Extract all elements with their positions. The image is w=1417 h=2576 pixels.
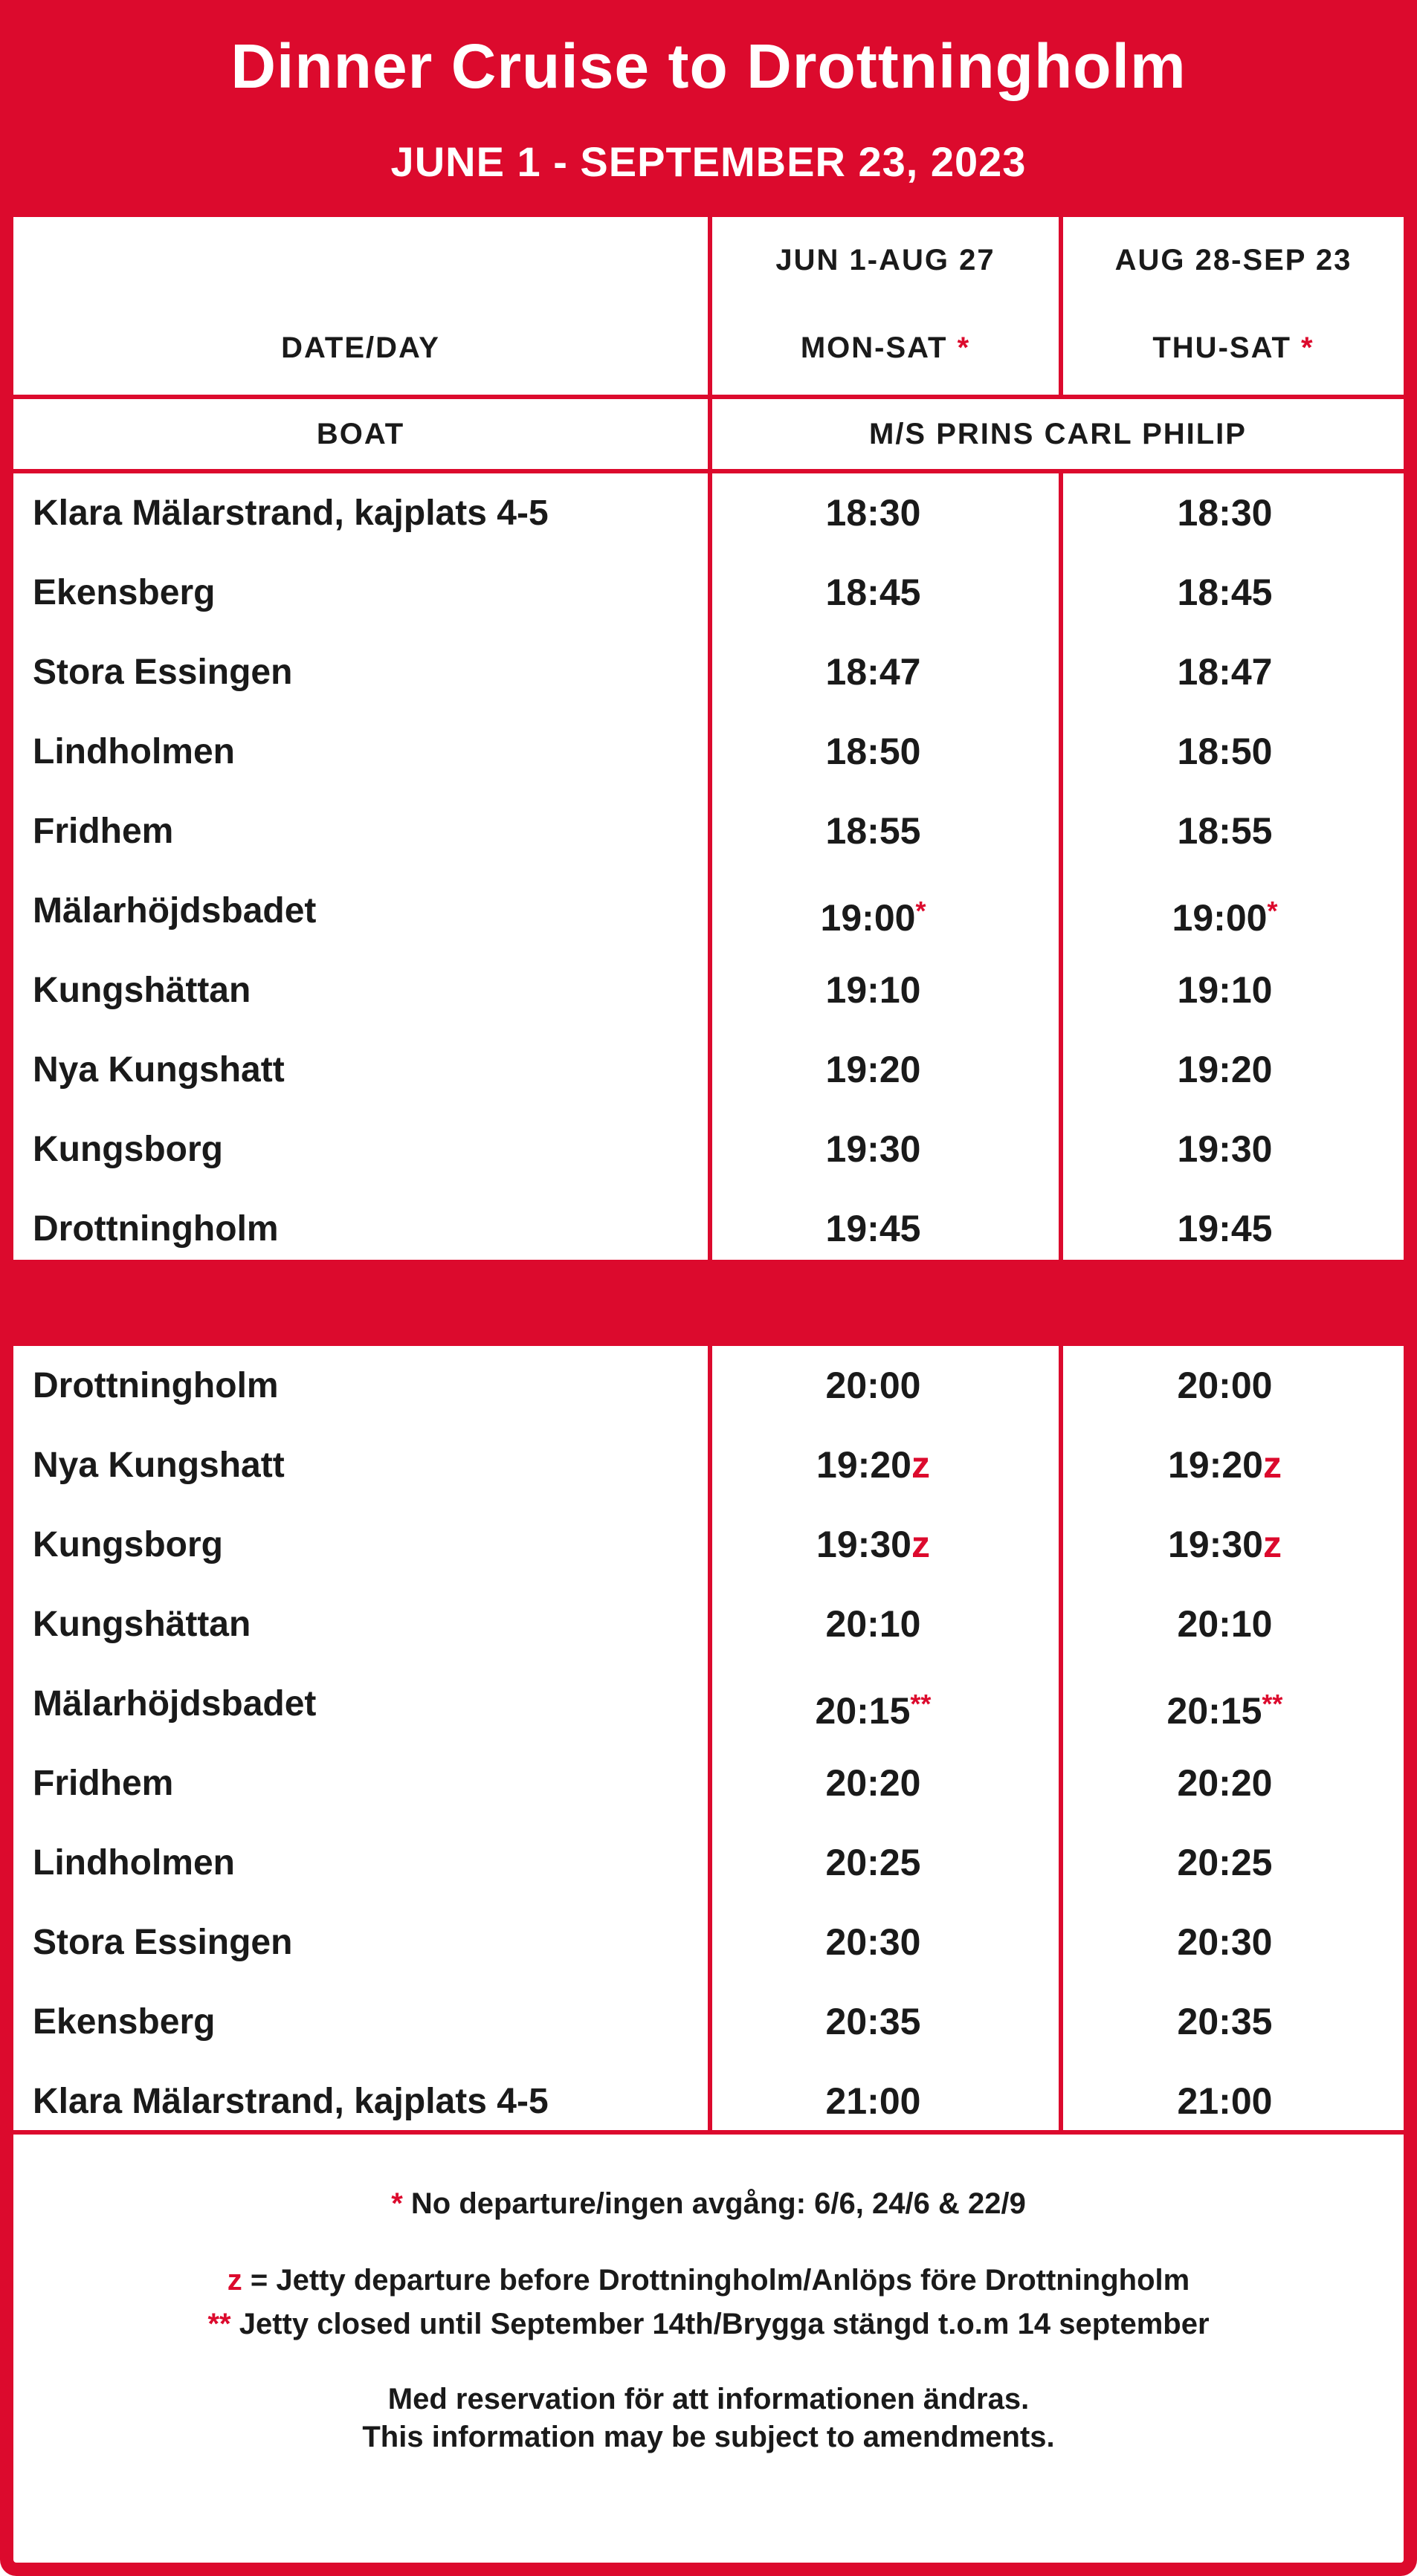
period2-time xyxy=(1060,1664,1389,1744)
table-row xyxy=(13,871,1404,951)
period1-time xyxy=(708,712,1038,792)
period2-time xyxy=(1060,1903,1389,1982)
departure-time: 19:00 xyxy=(820,897,916,939)
section-separator-band xyxy=(0,1260,1417,1346)
departure-time: 19:20 xyxy=(1168,1444,1263,1486)
departure-time: 20:30 xyxy=(1177,1921,1273,1963)
departure-time: 19:30 xyxy=(1168,1524,1263,1565)
table-row xyxy=(13,712,1404,792)
stop-name: Lindholmen xyxy=(33,1843,235,1883)
date-day-label: DATE/DAY xyxy=(281,331,440,364)
footnote-marker: z xyxy=(1262,1524,1282,1565)
period2-time xyxy=(1060,2062,1389,2141)
period2-time xyxy=(1060,1585,1389,1664)
date-range-subtitle: JUNE 1 - SEPTEMBER 23, 2023 xyxy=(390,138,1027,185)
period1-time xyxy=(708,2062,1038,2141)
departure-time: 19:20 xyxy=(825,1049,921,1090)
table-row xyxy=(13,1189,1404,1269)
departure-time: 18:50 xyxy=(1177,731,1273,772)
table-row xyxy=(13,1585,1404,1664)
note-z-mark: z xyxy=(227,2264,242,2297)
note-double-asterisk-mark: ** xyxy=(207,2308,231,2340)
note-jetty-departure xyxy=(13,2259,1404,2301)
period2-asterisk: * xyxy=(1301,331,1314,364)
period1-time xyxy=(708,1110,1038,1189)
departure-time: 18:47 xyxy=(825,651,921,693)
departure-time: 19:45 xyxy=(825,1208,921,1249)
stop-name: Mälarhöjdsbadet xyxy=(33,891,317,931)
departure-time: 18:50 xyxy=(825,731,921,772)
period1-time xyxy=(708,473,1038,553)
note-asterisk-mark: * xyxy=(391,2187,403,2220)
period1-days xyxy=(712,327,1059,369)
footnote-marker: z xyxy=(1262,1444,1282,1486)
disclaimer-english: This information may be subject to amendments. xyxy=(362,2421,1055,2453)
departure-time: 21:00 xyxy=(825,2080,921,2122)
stop-name: Ekensberg xyxy=(33,573,216,612)
table-row xyxy=(13,1346,1404,1425)
period2-dates: AUG 28-SEP 23 xyxy=(1114,244,1352,276)
note-jetty-closed-text: Jetty closed until September 14th/Brygga stängd t.o.m 14 september xyxy=(230,2308,1210,2340)
stop-name: Stora Essingen xyxy=(33,1923,293,1962)
period2-days xyxy=(1063,327,1404,369)
period1-time xyxy=(708,951,1038,1030)
departure-time: 19:20 xyxy=(816,1444,911,1486)
note-no-departure xyxy=(13,2183,1404,2224)
stop-name: Klara Mälarstrand, kajplats 4-5 xyxy=(33,493,549,533)
period1-dates: JUN 1-AUG 27 xyxy=(775,244,995,276)
stop-name: Kungsborg xyxy=(33,1525,223,1564)
departure-time: 19:45 xyxy=(1177,1208,1273,1249)
period2-time xyxy=(1060,473,1389,553)
period2-time xyxy=(1060,792,1389,871)
table-row xyxy=(13,1664,1404,1744)
stop-name: Kungsborg xyxy=(33,1130,223,1169)
stop-name: Kungshättan xyxy=(33,971,251,1010)
departure-time: 19:10 xyxy=(825,969,921,1011)
disclaimer-swedish: Med reservation för att informationen ändras. xyxy=(387,2383,1030,2415)
table-row xyxy=(13,1982,1404,2062)
period1-time xyxy=(708,553,1038,632)
table-row xyxy=(13,1110,1404,1189)
period1-time xyxy=(708,1346,1038,1425)
period1-time xyxy=(708,1823,1038,1903)
period2-time xyxy=(1060,951,1389,1030)
footnote-marker: ** xyxy=(910,1689,932,1719)
table-row xyxy=(13,1823,1404,1903)
table-row xyxy=(13,1903,1404,1982)
period2-time xyxy=(1060,1823,1389,1903)
period2-time xyxy=(1060,1030,1389,1110)
departure-time: 19:20 xyxy=(1177,1049,1273,1090)
table-row xyxy=(13,632,1404,712)
period2-time xyxy=(1060,553,1389,632)
departure-time: 20:15 xyxy=(815,1690,911,1732)
period1-time xyxy=(708,1982,1038,2062)
period2-time xyxy=(1060,1744,1389,1823)
period2-time xyxy=(1060,712,1389,792)
footnote-marker: * xyxy=(915,896,926,926)
header-divider xyxy=(13,395,1404,399)
period2-time xyxy=(1060,1110,1389,1189)
table-row xyxy=(13,1744,1404,1823)
table-row xyxy=(13,951,1404,1030)
period2-time xyxy=(1060,632,1389,712)
table-row xyxy=(13,1425,1404,1505)
footnote-marker: z xyxy=(911,1444,930,1486)
stop-name: Klara Mälarstrand, kajplats 4-5 xyxy=(33,2082,549,2121)
departure-time: 18:45 xyxy=(825,572,921,613)
period1-time xyxy=(708,1903,1038,1982)
stop-name: Kungshättan xyxy=(33,1605,251,1644)
note-no-departure-text: No departure/ingen avgång: 6/6, 24/6 & 22/9 xyxy=(402,2187,1026,2220)
period1-time xyxy=(708,1585,1038,1664)
footnote-marker: * xyxy=(1267,896,1278,926)
table-row xyxy=(13,553,1404,632)
period1-time xyxy=(708,632,1038,712)
period2-time xyxy=(1060,1425,1389,1505)
departure-time: 20:25 xyxy=(1177,1842,1273,1883)
stop-name: Nya Kungshatt xyxy=(33,1050,285,1090)
boat-label: BOAT xyxy=(316,418,405,450)
stop-name: Lindholmen xyxy=(33,732,235,771)
footnote-marker: z xyxy=(911,1524,930,1565)
departure-time: 21:00 xyxy=(1177,2080,1273,2122)
table-row xyxy=(13,473,1404,553)
departure-time: 20:10 xyxy=(1177,1603,1273,1645)
departure-time: 19:10 xyxy=(1177,969,1273,1011)
period2-time xyxy=(1060,1505,1389,1585)
table-row xyxy=(13,2062,1404,2141)
period2-time xyxy=(1060,871,1389,951)
stop-name: Fridhem xyxy=(33,1764,174,1803)
departure-time: 18:30 xyxy=(1177,492,1273,534)
departure-time: 19:30 xyxy=(816,1524,911,1565)
period2-time xyxy=(1060,1982,1389,2062)
departure-time: 18:30 xyxy=(825,492,921,534)
stop-name: Nya Kungshatt xyxy=(33,1446,285,1485)
departure-time: 20:30 xyxy=(825,1921,921,1963)
note-jetty-closed xyxy=(13,2303,1404,2345)
departure-time: 18:55 xyxy=(1177,810,1273,852)
stop-name: Fridhem xyxy=(33,812,174,851)
period1-time xyxy=(708,1425,1038,1505)
departure-time: 19:30 xyxy=(825,1128,921,1170)
stop-name: Stora Essingen xyxy=(33,653,293,692)
period1-time xyxy=(708,792,1038,871)
departure-time: 20:20 xyxy=(1177,1762,1273,1804)
timetable-header xyxy=(0,0,1417,217)
departure-time: 20:10 xyxy=(825,1603,921,1645)
departure-time: 20:00 xyxy=(1177,1365,1273,1406)
stop-name: Drottningholm xyxy=(33,1209,279,1249)
period1-time xyxy=(708,1189,1038,1269)
period1-days-label: MON-SAT xyxy=(800,331,948,364)
page-title: Dinner Cruise to Drottningholm xyxy=(230,31,1187,101)
period1-time xyxy=(708,1030,1038,1110)
period1-time xyxy=(708,1505,1038,1585)
period2-days-label: THU-SAT xyxy=(1152,331,1291,364)
period1-time xyxy=(708,871,1038,951)
departure-time: 20:15 xyxy=(1166,1690,1262,1732)
footnote-marker: ** xyxy=(1262,1689,1283,1719)
departure-time: 18:55 xyxy=(825,810,921,852)
period2-time xyxy=(1060,1346,1389,1425)
departure-time: 19:00 xyxy=(1172,897,1268,939)
table-row xyxy=(13,1030,1404,1110)
departure-time: 18:45 xyxy=(1177,572,1273,613)
departure-time: 19:30 xyxy=(1177,1128,1273,1170)
departure-time: 20:20 xyxy=(825,1762,921,1804)
period2-time xyxy=(1060,1189,1389,1269)
period1-asterisk: * xyxy=(957,331,971,364)
departure-time: 20:25 xyxy=(825,1842,921,1883)
period1-time xyxy=(708,1744,1038,1823)
stop-name: Ekensberg xyxy=(33,2002,216,2042)
boat-name: M/S PRINS CARL PHILIP xyxy=(869,418,1247,450)
table-row xyxy=(13,792,1404,871)
departure-time: 20:35 xyxy=(825,2001,921,2042)
table-row xyxy=(13,1505,1404,1585)
departure-time: 20:00 xyxy=(825,1365,921,1406)
departure-time: 20:35 xyxy=(1177,2001,1273,2042)
note-jetty-departure-text: = Jetty departure before Drottningholm/Anlöps före Drottningholm xyxy=(242,2264,1190,2297)
departure-time: 18:47 xyxy=(1177,651,1273,693)
stop-name: Mälarhöjdsbadet xyxy=(33,1684,317,1724)
period1-time xyxy=(708,1664,1038,1744)
stop-name: Drottningholm xyxy=(33,1366,279,1405)
